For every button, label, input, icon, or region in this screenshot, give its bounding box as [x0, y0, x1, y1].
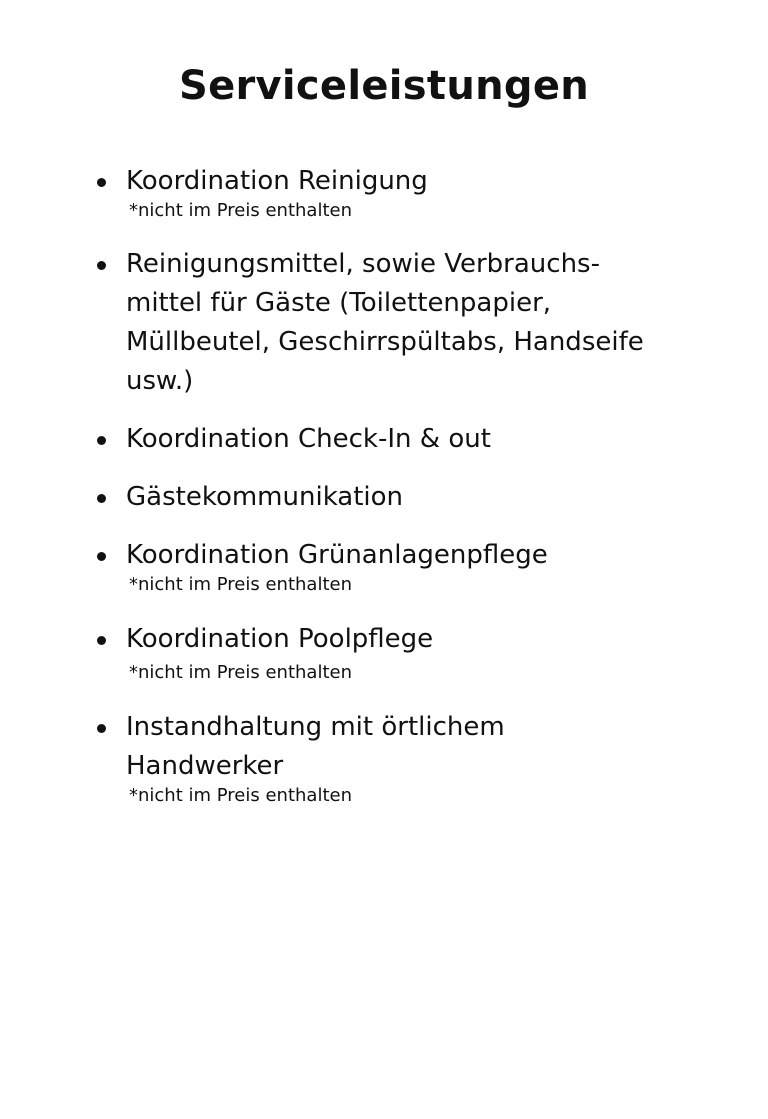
list-item-text: Koordination Reinigung — [126, 166, 428, 196]
list-item-text: usw.) — [126, 366, 194, 396]
list-item-text: Koordination Grünanlagenpflege — [126, 540, 548, 570]
list-item — [126, 245, 726, 401]
page-title: Serviceleistungen — [178, 63, 590, 109]
list-item-text: mittel für Gäste (Toilettenpapier, — [126, 288, 552, 318]
price-note: *nicht im Preis enthalten — [129, 200, 352, 221]
price-note: *nicht im Preis enthalten — [129, 574, 352, 595]
list-item — [126, 478, 726, 517]
bullet-icon — [97, 552, 106, 561]
price-note: *nicht im Preis enthalten — [129, 662, 352, 683]
list-item — [126, 162, 726, 223]
price-note: *nicht im Preis enthalten — [129, 785, 352, 806]
bullet-icon — [97, 436, 106, 445]
list-item-text: Müllbeutel, Geschirrspültabs, Handseife — [126, 327, 644, 357]
bullet-icon — [97, 636, 106, 645]
list-item — [126, 620, 726, 685]
list-item-text: Reinigungsmittel, sowie Verbrauchs- — [126, 249, 600, 279]
list-item-text: Koordination Check-In & out — [126, 424, 491, 454]
list-item — [126, 536, 726, 597]
list-item-text: Handwerker — [126, 751, 284, 781]
list-item-text: Gästekommunikation — [126, 482, 404, 512]
list-item — [126, 420, 726, 459]
bullet-icon — [97, 261, 106, 270]
bullet-icon — [97, 178, 106, 187]
bullet-icon — [97, 724, 106, 733]
list-item-text: Koordination Poolpflege — [126, 624, 434, 654]
bullet-icon — [97, 494, 106, 503]
list-item — [126, 708, 726, 808]
list-item-text: Instandhaltung mit örtlichem — [126, 712, 505, 742]
